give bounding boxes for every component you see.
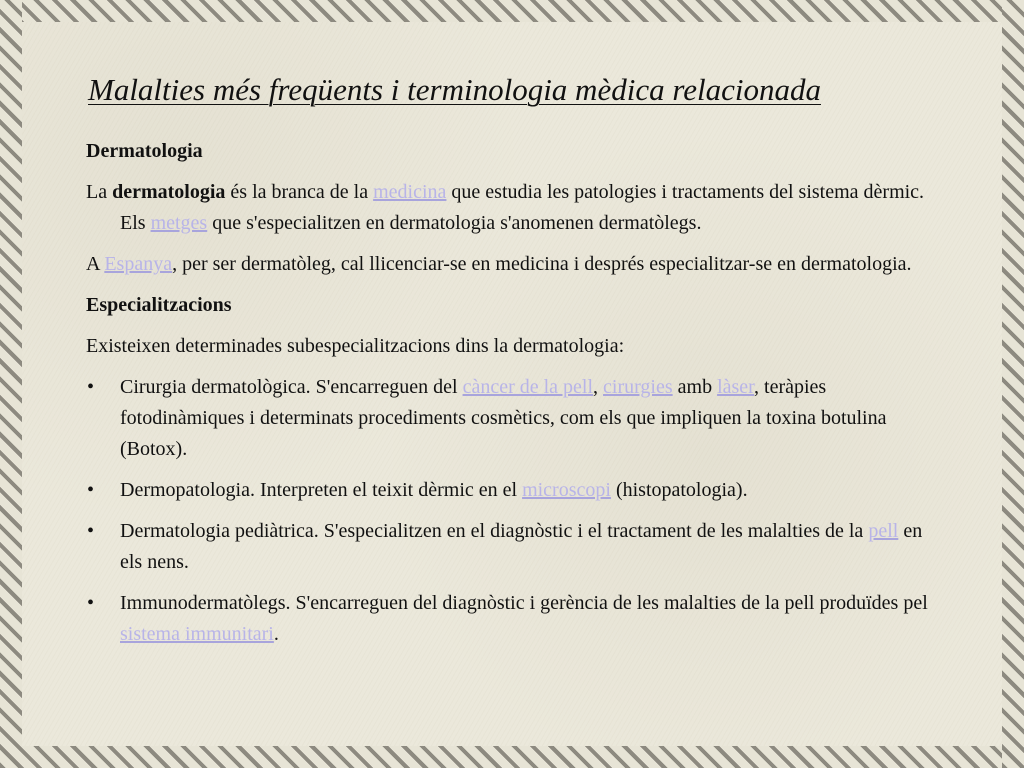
paragraph-espanya [86, 249, 942, 280]
slide-title: Malalties més freqüents i terminologia mèdica relacionada [88, 72, 821, 107]
text-run: Immunodermatòlegs. S'encarreguen del diagnòstic i gerència de les malalties de la pell produïdes pel [120, 592, 928, 614]
bullet-icon: • [87, 479, 95, 501]
text-run: que estudia les patologies i tractaments del sistema dèrmic. Els [120, 181, 925, 234]
list-item-pediatrica [86, 516, 942, 578]
link-cancer-de-la-pell[interactable]: càncer de la pell [462, 376, 594, 398]
border-right [1002, 0, 1024, 768]
text-run: que s'especialitzen en dermatologia s'anomenen dermatòlegs. [207, 212, 702, 234]
bullet-icon: • [87, 520, 95, 542]
list-item-dermopatologia [86, 475, 942, 506]
text-run: , per ser dermatòleg, cal llicenciar-se en medicina i després especialitzar-se en dermatologia. [172, 253, 912, 275]
link-pell[interactable]: pell [868, 520, 899, 542]
section-heading-dermatologia: Dermatologia [86, 140, 203, 162]
bold-term: dermatologia [112, 181, 226, 203]
paragraph-intro: Existeixen determinades subespecialitzacions dins la dermatologia: [86, 335, 625, 357]
text-run: Cirurgia dermatològica. S'encarreguen del [120, 376, 463, 398]
link-microscopi[interactable]: microscopi [522, 479, 611, 501]
link-cirurgies[interactable]: cirurgies [603, 376, 673, 398]
text-run: La [86, 181, 113, 203]
paragraph-definition [86, 177, 942, 239]
border-left [0, 0, 22, 768]
link-metges[interactable]: metges [150, 212, 208, 234]
text-run: és la branca de la [225, 181, 374, 203]
slide-content [86, 136, 942, 660]
border-bottom [0, 746, 1024, 768]
link-sistema-immunitari[interactable]: sistema immunitari [120, 623, 274, 645]
border-top [0, 0, 1024, 22]
link-medicina[interactable]: medicina [373, 181, 447, 203]
bullet-icon: • [87, 376, 95, 398]
text-run: Dermatologia pediàtrica. S'especialitzen en el diagnòstic i el tractament de les malalties de la [120, 520, 869, 542]
text-run: A [86, 253, 105, 275]
specializations-list [86, 372, 942, 650]
section-heading-especialitzacions: Especialitzacions [86, 294, 232, 316]
link-laser[interactable]: làser [717, 376, 755, 398]
list-item-cirurgia [86, 372, 942, 465]
text-run: , [593, 376, 604, 398]
link-espanya[interactable]: Espanya [104, 253, 173, 275]
text-run: amb [672, 376, 718, 398]
text-run: en els nens. [120, 520, 923, 573]
text-run: (histopatologia). [610, 479, 748, 501]
text-run: Dermopatologia. Interpreten el teixit dèrmic en el [120, 479, 523, 501]
text-run: , teràpies fotodinàmiques i determinats procediments cosmètics, com els que impliquen la toxina botulina (Botox). [120, 376, 887, 460]
text-run: . [273, 623, 279, 645]
list-item-immunodermatolegs [86, 588, 942, 650]
bullet-icon: • [87, 592, 95, 614]
